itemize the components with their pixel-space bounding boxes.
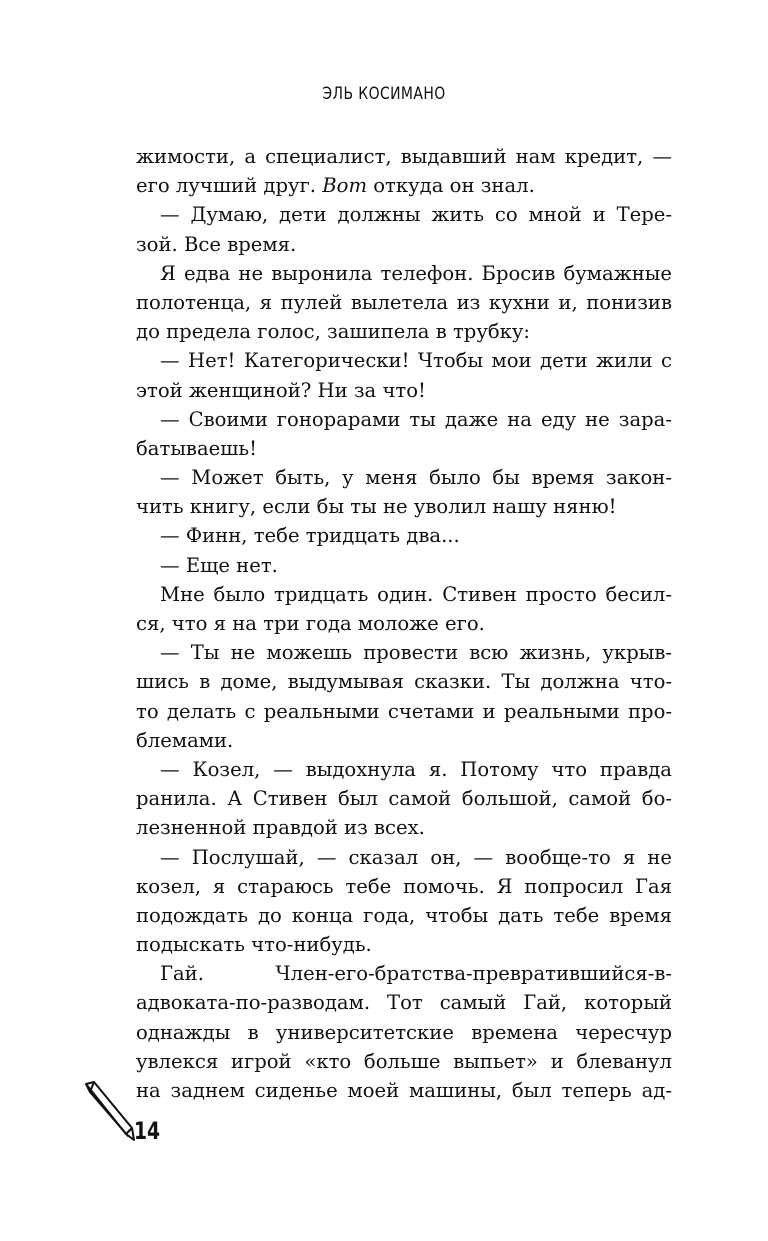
text-line: адвоката-по-разводам. Тот самый Гай, который	[136, 991, 672, 1015]
body-text	[136, 142, 672, 1105]
text-line: чить книгу, если бы ты не уволил нашу няню!	[136, 495, 617, 519]
text-line: Гай. Член-его-братства-превратившийся-в-	[160, 962, 672, 986]
text-line: жимости, а специалист, выдавший нам кредит, —	[136, 145, 672, 168]
text-line: лезненной правдой из всех.	[136, 816, 425, 840]
text-line: зой. Все время.	[136, 232, 297, 256]
text-line: — Нет! Категорически! Чтобы мои дети жили с	[160, 349, 672, 373]
text-line: — Финн, тебе тридцать два...	[160, 524, 460, 548]
text-line: однажды в университетские времена чересчур	[136, 1020, 672, 1044]
running-head: ЭЛЬ КОСИМАНО	[322, 84, 446, 104]
pencil-icon	[80, 1078, 136, 1142]
text-line: на заднем сиденье моей машины, был теперь ад-	[136, 1079, 672, 1102]
text-line: — Еще нет.	[160, 553, 278, 577]
text-line: до предела голос, зашипела в трубку:	[136, 320, 531, 344]
text-line: блемами.	[136, 728, 234, 752]
text-line: ранила. А Стивен был самой большой, самой бо-	[136, 787, 672, 811]
text-line: то делать с реальными счетами и реальными про-	[136, 699, 672, 723]
text-line: полотенца, я пулей вылетела из кухни и, понизив	[136, 290, 672, 314]
text-line: — Своими гонорарами ты даже на еду не зара-	[160, 407, 672, 431]
text-line: ся, что я на три года моложе его.	[136, 612, 485, 635]
text-line: — Послушай, — сказал он, — вообще-то я не	[160, 845, 672, 869]
text-line: — Ты не можешь провести всю жизнь, укрыв-	[160, 641, 672, 665]
text-fragment: откуда он знал.	[367, 174, 535, 198]
text-line: — Козел, — выдохнула я. Потому что правда	[160, 757, 672, 781]
text-line: подождать до конца года, чтобы дать тебе время	[136, 903, 672, 927]
text-line: — Может быть, у меня было бы время закон-	[160, 466, 672, 490]
text-line	[136, 171, 672, 200]
text-line: этой женщиной? Ни за что!	[136, 378, 426, 402]
text-line: шись в доме, выдумывая сказки. Ты должна что-	[136, 670, 672, 694]
text-fragment: его лучший друг.	[136, 174, 323, 198]
text-line: — Думаю, дети должны жить со мной и Тере-	[160, 203, 672, 227]
text-line: батываешь!	[136, 436, 257, 460]
text-line: подыскать что-нибудь.	[136, 933, 372, 957]
page-number: 14	[134, 1117, 161, 1145]
text-line: Мне было тридцать один. Стивен просто бесил-	[160, 582, 672, 606]
text-line: увлекся игрой «кто больше выпьет» и блеванул	[136, 1049, 672, 1073]
text-line: козел, я стараюсь тебе помочь. Я попросил Гая	[136, 874, 672, 898]
italic-word: Вот	[322, 174, 368, 198]
text-line: Я едва не выронила телефон. Бросив бумажные	[160, 261, 672, 285]
